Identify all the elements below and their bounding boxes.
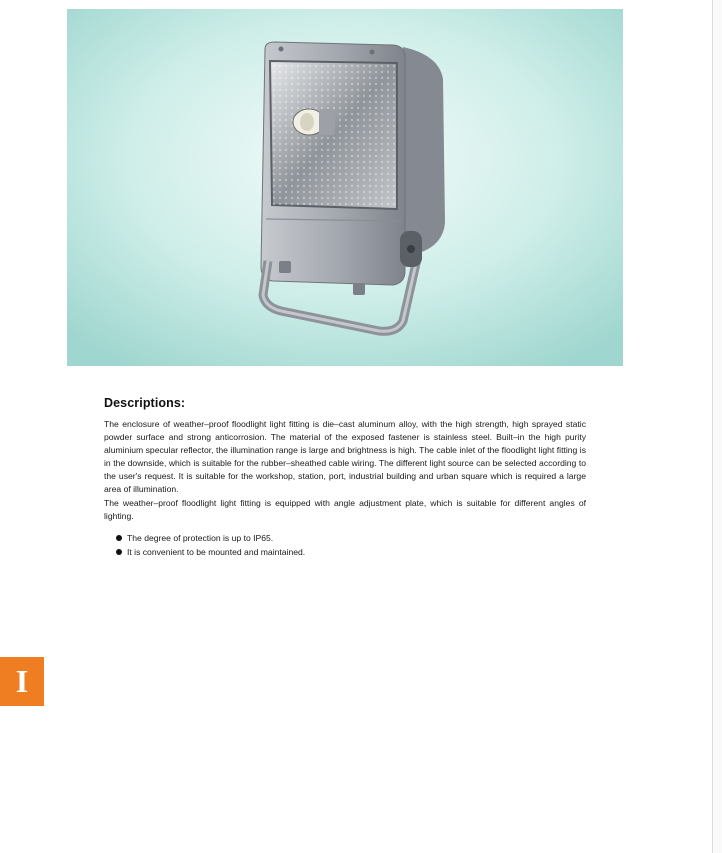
list-item-text: It is convenient to be mounted and maintained. (127, 547, 306, 557)
list-item (116, 545, 305, 559)
description-paragraph: The enclosure of weather–proof floodlight light fitting is die–cast aluminum alloy, with the high strength, high sprayed static powder surface and strong anticorrosion. The material of the exposed fastener is stainless steel. Built–in the high purity aluminium specular reflector, the illumination range is large and brightness is high. The cable inlet of the floodlight light fitting is in the downside, which is suitable for the rubber–sheathed cable wiring. The different light source can be selected according to the user's request. It is suitable for the workshop, station, port, industrial building and urban square which is required a large area of illumination. (104, 419, 586, 495)
floodlight-product-photo (67, 9, 623, 366)
bullet-icon (116, 549, 122, 555)
description-paragraph: The weather–proof floodlight light fitting is equipped with angle adjustment plate, which is suitable for different angles of lighting. (104, 497, 586, 521)
page-edge (712, 0, 722, 853)
list-item-text: The degree of protection is up to IP65. (127, 533, 274, 543)
section-tab-marker: I (0, 657, 44, 706)
section-heading: Descriptions: (104, 396, 186, 410)
bullet-icon (116, 535, 122, 541)
list-item (116, 531, 305, 545)
feature-list (116, 531, 305, 559)
description-text (104, 418, 586, 523)
